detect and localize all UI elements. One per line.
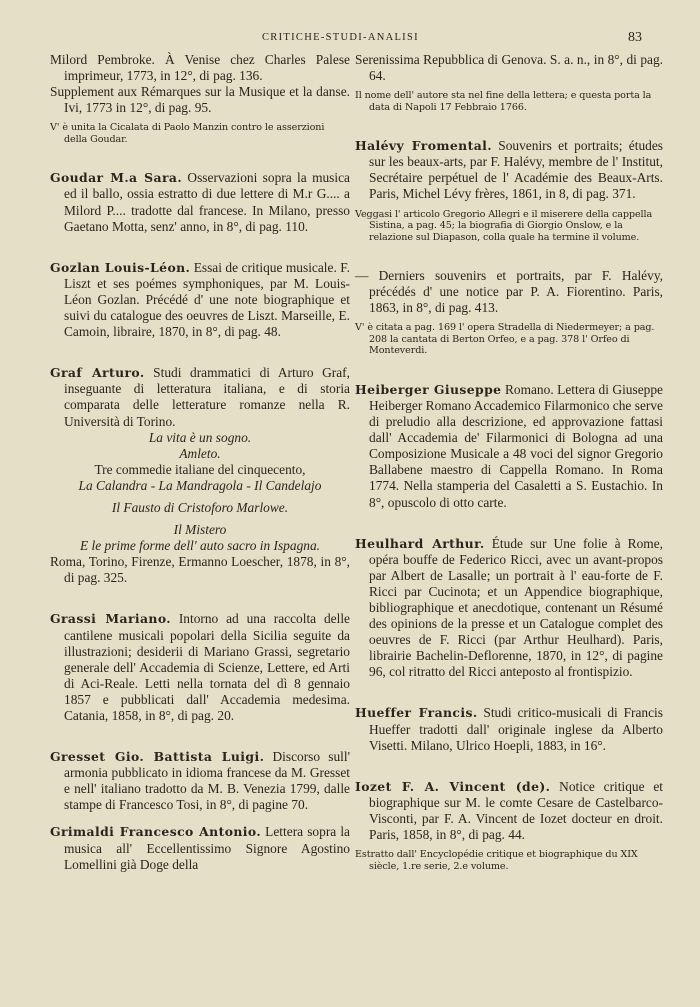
author-name: Heulhard Arthur. [355,535,485,551]
running-title: CRITICHE-STUDI-ANALISI [262,32,419,43]
entry-halevy [355,138,663,243]
author-name: Gozlan Louis-Léon. [50,259,191,275]
left-column [50,52,350,884]
entry-text: Notice critique et biographique sur M. le comte Cesare de Castelbarco-Visconti, par F. A. Vincent de Iozet docteur en droit. Paris, 1858, in 8°, di pag. 44. [369,778,663,842]
right-column [355,52,663,883]
entry-text: Studi critico-musicali di Francis Hueffer tradotti dall' originale inglese da Alberto Visetti. Milano, Ulrico Hoepli, 1883, in 16°. [369,705,663,753]
entry-note: V' è unita la Cicalata di Paolo Manzin contro le asserzioni della Goudar. [50,122,325,145]
entry-text: Romano. Lettera di Giuseppe Heiberger Romano Accademico Filarmonico che serve di preludio alla descrizione, ed approvazione fattasi dall' Accademia de' Filarmonici di Bologna ad una Composizione Musicale a 48 voci del signor Gregorio Ballabene maestro di Cappella Romano. In Roma 1774. Nella stamperia del Casaletti a S. Eustachio. In 8°, opuscolo di otto carte. [369,381,663,510]
entry-note: Estratto dall' Encyclopédie critique et biographique du XIX siècle, 1.re serie, 2.e volume. [355,849,638,872]
work-title: Tre commedie italiane del cinquecento, [94,461,306,477]
work-title: La vita è un sogno. [148,429,252,445]
author-name: Graf Arturo. [50,365,145,381]
author-name: Heiberger Giuseppe [355,381,502,397]
entry-goudar [50,170,350,234]
entry-text: Supplement aux Rémarques sur la Musique et la danse. Ivi, 1773 in 12°, di pag. 95. [50,84,350,116]
author-name: Iozet F. A. Vincent (de). [355,778,551,794]
entry-goudar-continued [50,52,350,145]
entry-text: Essai de critique musicale. F. Liszt et ses poémes symphoniques, par M. Louis- Léon Gozlan. Précédé d' une note biographique et suivi du catalogue des oeuvres de Liszt. Marseille, E. Camoin, libraire, 1870, in 8°, di pag. 48. [64,259,350,340]
entry-text: Roma, Torino, Firenze, Ermanno Loescher, 1878, in 8°, di pag. 325. [50,554,350,586]
work-title: Amleto. [179,445,221,461]
entry-grimaldi-continued [355,52,663,113]
author-name: Hueffer Francis. [355,705,478,721]
author-name: Grimaldi Francesco Antonio. [50,824,262,840]
entry-text: Discorso sull' armonia pubblicato in idioma francese da M. Gresset e nell' italiano tradotto da M. B. Venezia 1799, dalle stampe di Francesco Tosi, in 8°, di pagine 70. [64,749,350,813]
author-name: Goudar M.a Sara. [50,170,183,186]
entry-text: Milord Pembroke. À Venise chez Charles Palese imprimeur, 1773, in 12°, di pag. 136. [50,52,350,84]
entry-graf [50,365,350,586]
entry-text: Lettera sopra la musica all' Eccellentissimo Signore Agostino Lomellini già Doge della [64,824,350,872]
entry-heulhard [355,536,663,681]
entry-text: Serenissima Repubblica di Genova. S. a. n., in 8°, di pag. 64. [355,52,663,84]
entry-heiberger [355,382,663,511]
entry-gresset [50,749,350,813]
page-number: 83 [628,30,642,45]
entry-text: Intorno ad una raccolta delle cantilene musicali popolari della Sicilia seguite da illustrazioni; desiderii di Mariano Grassi, segretario generale dell' Accademia di Scienze, Lettere, ed Arti di Aci-Reale. Letti nella tornata del dì 8 gennaio 1857 e pubblicati dall' Accademia medesima. Catania, 1858, in 8°, di pag. 20. [64,611,350,723]
entry-text: — Derniers souvenirs et portraits, par F. Halévy, précédés d' une notice par P. A. Fiorentino. Paris, 1863, in 8°, di pag. 413. [355,268,663,316]
work-title: La Calandra - La Mandragola - Il Candelajo [78,477,322,493]
entry-iozet [355,779,663,872]
entry-hueffer [355,705,663,753]
entry-grimaldi [50,824,350,872]
entry-text: Souvenirs et portraits; études sur les beaux-arts, par F. Halévy, membre de l' Institut, Secrétaire perpétuel de l' Académie des Beaux-Arts. Paris, Michel Lévy frères, 1861, in 8, di pag. 371. [369,138,663,202]
entry-note: Il nome dell' autore sta nel fine della lettera; e questa porta la data di Napoli 17 Febbraio 1766. [355,90,652,113]
work-title: Il Fausto di Cristoforo Marlowe. [111,499,289,515]
entry-text: Studi drammatici di Arturo Graf, inseguante di letteratura italiana, e di storia comparata delle letterature romanze nella R. Università di Torino. [64,365,350,429]
entry-grassi [50,611,350,724]
entry-text: Étude sur Une folie à Rome, opéra bouffe de Federico Ricci, avec un avant-propos par Albert de Lasalle; un portrait à l' eau-forte de F. Ricci par Cucinota; et un Appendice biographique, bibliographique et anecdotique, contenant un Résumé des opinions de la presse et un Catalogue complet des oeuvres de F. Ricci (par Arthur Heulhard). Paris, librairie Bachelin-Deflorenne, 1870, in 12°, di pagine 96, col ritratto del Ricci anteposto al frontispizio. [369,535,663,680]
work-title: Il Mistero [173,522,227,538]
author-name: Halévy Fromental. [355,138,492,154]
entry-note: Veggasi l' articolo Gregorio Allegri e il miserere della cappella Sistina, a pag. 45; la biografia di Giorgio Onslow, e la relazione sul Diapason, colla quale ha termine il volume. [355,208,653,243]
entry-gozlan [50,260,350,340]
work-title: E le prime forme dell' auto sacro in Ispagna. [79,538,321,554]
entry-note: V' è citata a pag. 169 l' opera Stradella di Niedermeyer; a pag. 208 la cantata di Berton Orfeo, e a pag. 378 l' Orfeo di Monteverdi. [355,322,655,357]
author-name: Gresset Gio. Battista Luigi. [50,749,265,765]
entry-halevy-derniers [355,268,663,357]
entry-text: Osservazioni sopra la musica ed il ballo, ossia estratto di due lettere di M.r G.... a Milord P.... tradotte dal francese. In Milano, presso Gaetano Motta, senz' anno, in 8°, di pag. 110. [64,170,350,234]
page-header [0,32,700,52]
author-name: Grassi Mariano. [50,611,171,627]
